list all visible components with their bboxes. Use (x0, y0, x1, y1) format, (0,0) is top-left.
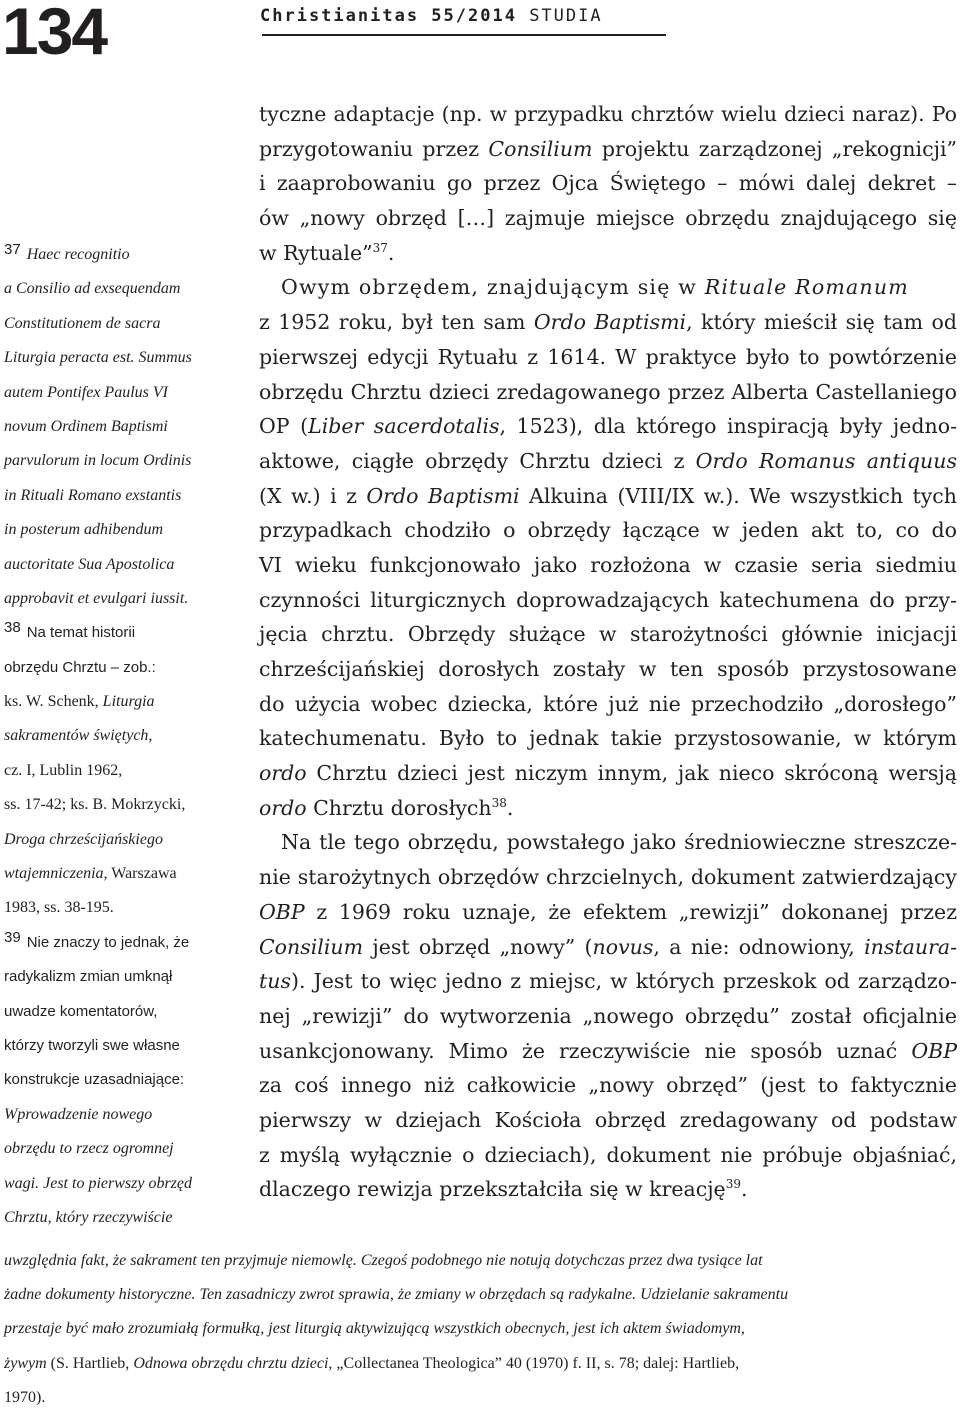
page-number: 134 (2, 0, 107, 68)
note-line (4, 651, 249, 685)
note-text: a Consilio ad exsequendam (4, 280, 181, 298)
note-text: in posterum adhibendum (4, 521, 164, 539)
text-run: ). Jest to więc jedno z miejsc, w których przeskok od zarządzo- (290, 969, 957, 994)
text-line (259, 1034, 957, 1069)
note-italic: uwzględnia fakt, że sakrament ten przyjmuje niemowlę. Czegoś podobnego nie notują dotychczas przez dwa tysiące lat (4, 1252, 763, 1269)
note-italic: Chrztu, który rzeczywiście (4, 1208, 173, 1226)
text-run: pierwszy w dziejach Kościoła obrzęd zredagowany od podstaw (259, 1107, 957, 1132)
note-line (4, 1167, 249, 1201)
text-line (259, 201, 957, 236)
note-line (4, 376, 249, 410)
section-title: STUDIA (529, 6, 603, 26)
side-footnotes (4, 238, 249, 1235)
text-line (259, 548, 957, 583)
text-run: tyczne adaptacje (np. w przypadku chrztów wielu dzieci naraz). Po (259, 102, 957, 126)
text-line (259, 97, 957, 132)
note-italic: wagi. Jest to pierwszy obrzęd (4, 1174, 192, 1192)
text-line (259, 964, 957, 999)
note-text: (S. Hartlieb, (46, 1354, 134, 1372)
italic-run: Rituale Romanum (704, 275, 909, 300)
text-line (259, 1172, 957, 1207)
text-line (259, 479, 957, 514)
note-text: cz. I, Lublin 1962, (4, 761, 123, 779)
note-italic: Liturgia (102, 693, 155, 711)
note-text: 1983, ss. 38-195. (4, 899, 114, 917)
note-line (4, 1278, 956, 1312)
text-run: projektu zarządzonej „rekognicji” (592, 136, 957, 161)
text-line (259, 305, 957, 340)
text-line (259, 409, 957, 444)
note-text: parvulorum in locum Ordinis (4, 452, 192, 470)
footnote-39 (4, 926, 249, 960)
note-line (4, 857, 249, 891)
text-line (259, 236, 957, 271)
italic-run: Ordo Romanus antiquus (695, 448, 957, 473)
note-line (4, 823, 249, 857)
note-italic: Droga chrześcijańskiego (4, 830, 163, 848)
text-run: OP ( (259, 414, 309, 439)
header-rule (262, 34, 666, 36)
note-text: Na temat historii (26, 624, 136, 642)
note-line (4, 307, 249, 341)
text-line (259, 895, 957, 930)
text-line (259, 999, 957, 1034)
note-line (4, 685, 249, 719)
note-line (4, 1347, 956, 1381)
note-text: Haec recognitio (26, 246, 130, 263)
footnote-ref-39[interactable]: 39 (725, 1177, 741, 1192)
note-line (4, 513, 249, 547)
text-run: (X w.) i z (259, 483, 367, 508)
text-run: VI wieku funkcjonowało jako rozłożona w czasie seria siedmiu (259, 552, 957, 577)
note-text: konstrukcje uzasadniające: (4, 1071, 185, 1089)
footnote-number: 37 (4, 241, 21, 258)
note-italic: Wprowadzenie nowego (4, 1105, 153, 1123)
note-text: ss. 17-42; ks. B. Mokrzycki, (4, 796, 186, 814)
text-run: z 1969 roku uznaje, że efektem „rewizji” dokonanej przez (304, 899, 957, 924)
text-line (259, 513, 957, 548)
text-run: Alkuina (VIII/IX w.). We wszystkich tych (519, 483, 957, 508)
text-line (259, 132, 957, 167)
note-line (4, 891, 249, 925)
note-text: 1970). (4, 1388, 46, 1406)
note-line (4, 410, 249, 444)
italic-run: tus (259, 969, 291, 994)
text-line (259, 583, 957, 618)
text-line (259, 687, 957, 722)
text-line (259, 756, 957, 791)
text-line (259, 652, 957, 687)
text-line (259, 166, 957, 201)
text-run: jęcia chrztu. Obrzędy służące w starożytności głównie inicjacji (259, 622, 957, 647)
note-line (4, 1063, 249, 1097)
note-line (4, 1312, 956, 1346)
note-text: , Warszawa (103, 865, 177, 883)
text-run: Chrztu dorosłych (306, 795, 492, 820)
text-run: usankcjonowany. Mimo że rzeczywiście nie sposób uznać (259, 1038, 912, 1063)
note-italic: wtajemniczenia (4, 865, 104, 883)
text-run: nej „rewizji” do wytworzenia „nowego obrzędu” został oficjalnie (259, 1003, 957, 1028)
note-text: uwadze komentatorów, (4, 1002, 158, 1020)
italic-run: OBP (911, 1038, 957, 1063)
italic-run: Ordo Baptismi (533, 310, 687, 335)
note-text: autem Pontifex Paulus VI (4, 383, 168, 401)
note-text: którzy tworzyli swe własne (4, 1036, 180, 1054)
text-run: pierwszej edycji Rytuału z 1614. W praktyce było to powtórzenie (259, 344, 957, 369)
note-line (4, 548, 249, 582)
note-line (4, 582, 249, 616)
text-run: , 1523), dla którego inspiracją były jedno- (499, 414, 958, 439)
note-line (4, 960, 249, 994)
note-text: auctoritate Sua Apostolica (4, 555, 175, 573)
note-text: in Rituali Romano exstantis (4, 486, 182, 504)
text-run: . (740, 1177, 748, 1202)
text-line (259, 930, 957, 965)
text-line (259, 1068, 957, 1103)
text-run: w Rytuale” (259, 240, 373, 265)
text-run: do użycia wobec dziecka, które już nie przechodziło „dorosłego” (259, 691, 957, 716)
note-text: novum Ordinem Baptismi (4, 417, 168, 435)
text-run: nie starożytnych obrzędów chrzcielnych, dokument zatwierdzający (259, 865, 957, 890)
text-run: ów „nowy obrzęd […] zajmuje miejsce obrzędu znajdującego się (259, 206, 957, 231)
footnote-39-continuation (4, 1244, 956, 1415)
note-text: Constitutionem de sacra (4, 314, 161, 332)
text-run: . (506, 795, 514, 820)
italic-run: ordo (259, 761, 307, 786)
footnote-38 (4, 616, 249, 650)
text-run: dlaczego rewizja przekształciła się w kreację (259, 1177, 726, 1202)
note-text: radykalizm zmian umknął (4, 968, 173, 986)
text-run: chrześcijańskiej dorosłych zostały w ten sposób przystosowane (259, 657, 957, 681)
italic-run: Ordo Baptismi (366, 483, 520, 508)
note-line (4, 788, 249, 822)
text-line (259, 860, 957, 895)
text-run: , który mieścił się tam od (686, 310, 957, 335)
note-line (4, 1029, 249, 1063)
note-line (4, 341, 249, 375)
note-italic: Odnowa obrzędu chrztu dzieci (133, 1354, 329, 1372)
text-run: Na tle tego obrzędu, powstałego jako średniowieczne streszcze- (281, 830, 957, 855)
journal-title: Christianitas 55/2014 (260, 6, 517, 26)
italic-run: Consilium (259, 934, 364, 959)
text-run: przypadkach chodziło o obrzędy łączące w jeden akt to, co do (259, 518, 957, 543)
note-line (4, 1132, 249, 1166)
text-run: katechumenatu. Było to jednak takie przystosowanie, w którym (259, 726, 957, 751)
text-run: . (387, 240, 395, 265)
paragraph-start (259, 270, 957, 305)
note-line (4, 754, 249, 788)
text-run: Owym obrzędem, znajdującym się w (281, 275, 705, 300)
text-run: z 1952 roku, był ten sam (259, 310, 534, 335)
note-italic: żywym (4, 1354, 47, 1372)
text-run: przygotowaniu przez (259, 136, 489, 161)
footnote-number: 39 (4, 928, 21, 946)
text-run: czynności liturgicznych doprowadzających katechumena do przy- (259, 587, 957, 612)
text-run: Chrztu dzieci jest niczym innym, jak nieco skróconą wersją (306, 761, 957, 786)
text-line (259, 1138, 957, 1173)
text-run: z myślą wyłącznie o dzieciach), dokument nie próbuje objaśniać, (259, 1142, 957, 1167)
note-line (4, 1098, 249, 1132)
italic-run: novus (592, 934, 654, 959)
running-head (260, 6, 603, 26)
footnote-37 (4, 238, 249, 272)
note-text: , „Collectanea Theologica” 40 (1970) f. II, s. 78; dalej: Hartlieb, (328, 1354, 740, 1372)
footnote-ref-38[interactable]: 38 (491, 795, 507, 810)
note-line (4, 719, 249, 753)
text-run: obrzędu Chrztu dzieci zredagowanego przez Alberta Castellaniego (259, 379, 957, 404)
note-line (4, 1381, 956, 1415)
note-line (4, 1244, 956, 1278)
note-italic: żadne dokumenty historyczne. Ten zasadniczy zwrot sprawia, że zmiany w obrzędach są radykalne. Udzielanie sakramentu (4, 1286, 789, 1304)
note-line (4, 479, 249, 513)
note-line (4, 272, 249, 306)
note-line (4, 444, 249, 478)
text-line (259, 340, 957, 375)
text-line (259, 444, 957, 479)
note-line (4, 995, 249, 1029)
text-line (259, 1103, 957, 1138)
main-text (259, 97, 957, 1207)
note-italic: sakramentów świętych, (4, 727, 153, 745)
italic-run: Consilium (488, 136, 593, 161)
note-text: Nie znaczy to jednak, że (26, 933, 190, 951)
note-text: ks. W. Schenk, (4, 693, 103, 711)
italic-run: Liber sacerdotalis (308, 414, 500, 439)
footnote-ref-37[interactable]: 37 (372, 240, 388, 255)
text-line (259, 721, 957, 756)
text-run: za coś innego niż całkowicie „nowy obrzęd” (jest to faktycznie (259, 1073, 957, 1098)
italic-run: instaura- (864, 934, 958, 959)
text-run: i zaaprobowaniu go przez Ojca Świętego – mówi dalej dekret – (259, 171, 957, 196)
paragraph-start (259, 825, 957, 860)
note-italic: obrzędu to rzecz ogromnej (4, 1140, 174, 1158)
text-run: , a nie: odnowiony, (653, 934, 865, 959)
text-line (259, 375, 957, 410)
italic-run: ordo (259, 795, 307, 820)
note-text: Liturgia peracta est. Summus (4, 349, 192, 367)
footnote-number: 38 (4, 619, 21, 637)
italic-run: OBP (259, 899, 305, 924)
text-line (259, 791, 957, 826)
note-text: approbavit et evulgari iussit. (4, 589, 189, 607)
note-italic: przestaje być mało zrozumiałą formułką, jest liturgią aktywizującą wszystkich obecnych, jest ich aktem świadomym, (4, 1320, 745, 1338)
note-line (4, 1201, 249, 1235)
text-run: aktowe, ciągłe obrzędy Chrztu dzieci z (259, 448, 696, 473)
note-text: obrzędu Chrztu – zob.: (4, 658, 156, 676)
text-line (259, 617, 957, 652)
text-run: jest obrzęd „nowy” ( (363, 934, 593, 959)
